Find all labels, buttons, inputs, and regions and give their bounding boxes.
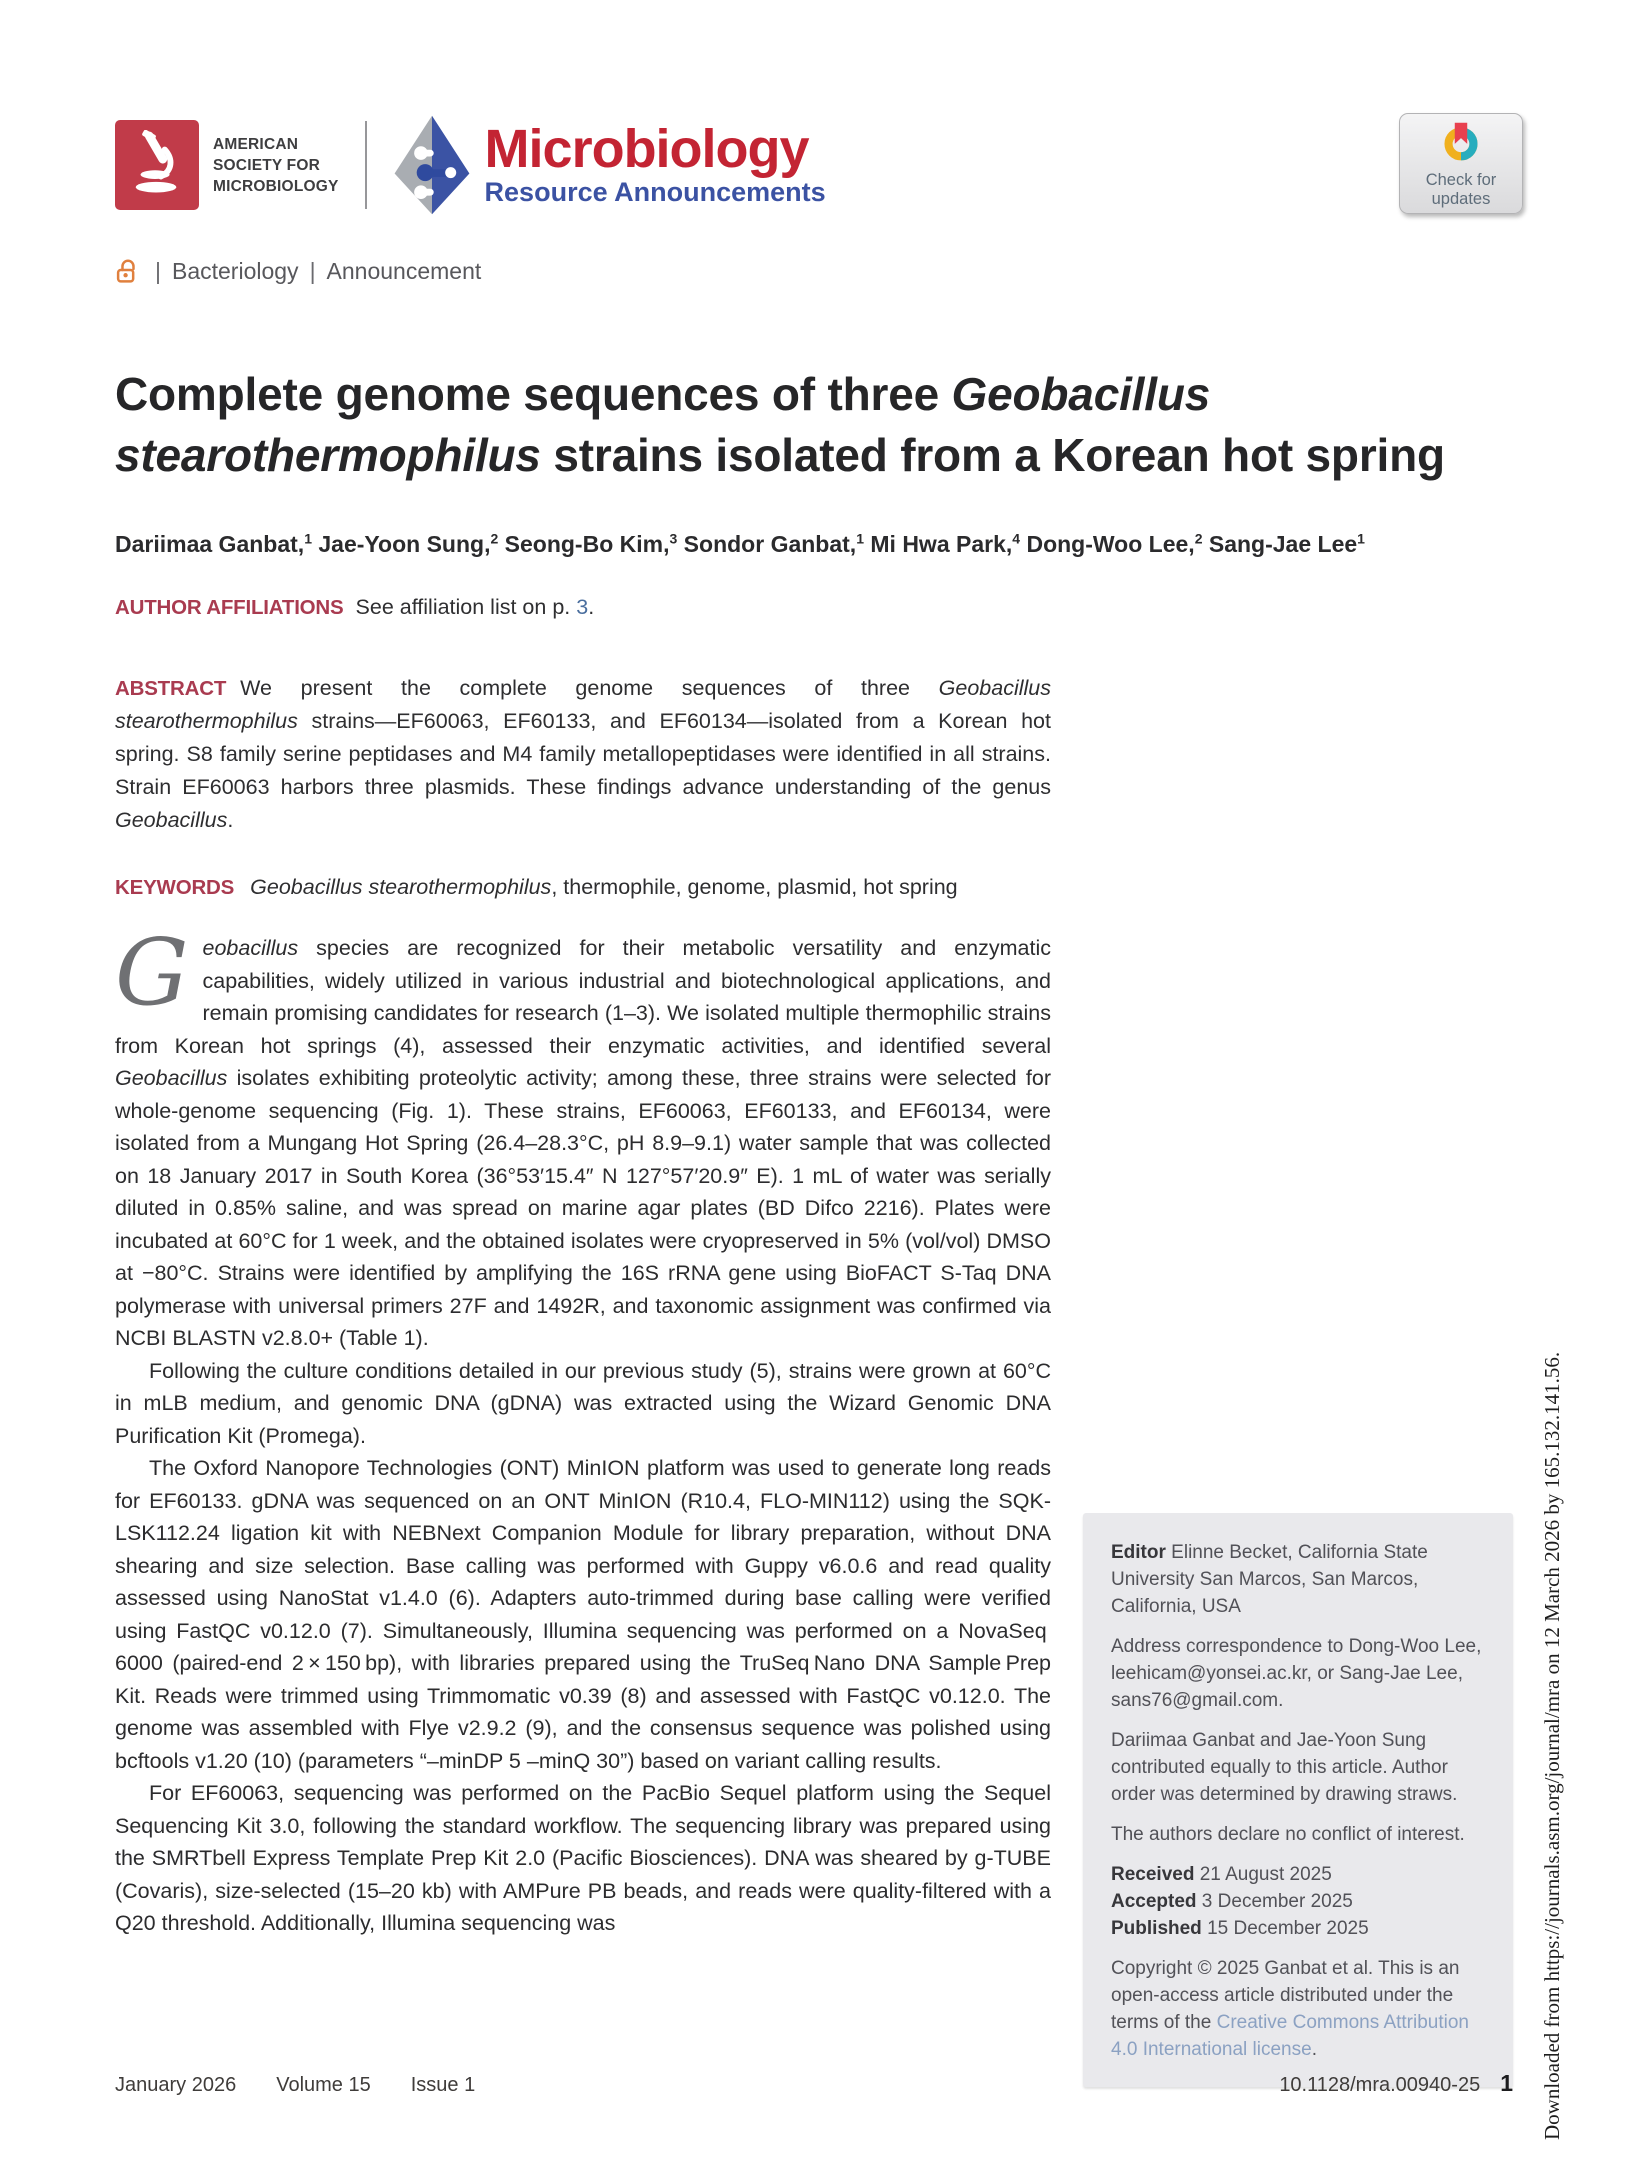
body-paragraph-3: The Oxford Nanopore Technologies (ONT) MinION platform was used to generate long reads for EF60133. gDNA was sequenced on an ONT MinION (R10.4, FLO-MIN112) using the SQK-LSK112.24 ligation kit with NEBNext Companion Module for library preparation, without DNA shearing and size selection. Base calling was performed with Guppy v6.0.6 and read quality assessed using NanoStat v1.4.0 (6). Adapters auto-trimmed during base calling were verified using FastQC v0.12.0 (7). Simultaneously, Illumina sequencing was performed on a NovaSeq 6000 (paired-end 2 × 150 bp), with libraries prepared using the TruSeq Nano DNA Sample Prep Kit. Reads were trimmed using Trimmomatic v0.39 (8) and assessed with FastQC v0.12.0. The genome was assembled with Flye v2.9.2 (9), and the consensus sequence was polished using bcftools v1.20 (10) (parameters “–minDP 5 –minQ 30”) based on variant calling results. xyxy=(115,1456,1051,1773)
journal-subtitle: Resource Announcements xyxy=(484,176,826,207)
keywords-label: KEYWORDS xyxy=(115,876,235,899)
doi-text: 10.1128/mra.00940-25 xyxy=(1279,2074,1481,2096)
section-label[interactable]: Bacteriology xyxy=(171,258,299,284)
keywords-line: KEYWORDS Geobacillus stearothermophilus, thermophile, genome, plasmid, hot spring xyxy=(115,875,958,899)
contribution-note: Dariimaa Ganbat and Jae-Yoon Sung contributed equally to this article. Author order was determined by drawing straws. xyxy=(1111,1730,1458,1805)
download-watermark: Downloaded from https://journals.asm.org/journal/mra on 12 March 2026 by 165.132.141.56. xyxy=(1540,1351,1564,2140)
meta-divider: | xyxy=(309,258,316,284)
article-title: Complete genome sequences of three Geobacillus stearothermophilus strains isolated from a Korean hot spring xyxy=(115,367,1445,481)
doi-block xyxy=(1279,2070,1513,2097)
header-divider xyxy=(365,121,367,209)
received-line: Received 21 August 2025 xyxy=(1111,1864,1332,1885)
copyright-note: Copyright © 2025 Ganbat et al. This is an open-access article distributed under the terms of the Creative Commons Attribution 4.0 International license. xyxy=(1111,1958,1469,2060)
microscope-icon xyxy=(128,130,186,201)
cc-license-link[interactable]: Creative Commons Attribution 4.0 International license xyxy=(1111,2012,1469,2060)
check-for-updates-button[interactable] xyxy=(1399,113,1523,214)
author-list: Dariimaa Ganbat,$^1$ Jae-Yoon Sung,$^2$ Seong-Bo Kim,$^3$ Sondor Ganbat,$^1$ Mi Hwa Park,$^4$ Dong-Woo Lee,$^2$ Sang-Jae Lee$^1$ xyxy=(115,530,1365,557)
journal-name-block xyxy=(484,118,826,208)
journal-title: Microbiology xyxy=(484,118,809,179)
body-paragraph-1: Geobacillus species are recognized for their metabolic versatility and enzymatic capabilities, widely utilized in various industrial and biotechnological applications, and remain promising candidates for research (1–3). We isolated multiple thermophilic strains from Korean hot springs (4), assessed their enzymatic activities, and identified several Geobacillus isolates exhibiting proteolytic activity; among these, three strains were selected for whole-genome sequencing (Fig. 1). These strains, EF60063, EF60133, and EF60134, were isolated from a Mungang Hot Spring (26.4–28.3°C, pH 8.9–9.1) water sample that was collected on 18 January 2017 in South Korea (36°53′15.4″ N 127°57′20.9″ E). 1 mL of water was serially diluted in 0.85% saline, and was spread on marine agar plates (BD Difco 2216). Plates were incubated at 60°C for 1 week, and the obtained isolates were cryopreserved in 5% (vol/vol) DMSO at −80°C. Strains were identified by amplifying the 16S rRNA gene using BioFACT S-Taq DNA polymerase with universal primers 27F and 1492R, and taxonomic assignment was confirmed via NCBI BLASTN v2.8.0+ (Table 1). xyxy=(115,919,1051,1350)
affiliation-page-link[interactable]: 3 xyxy=(576,595,589,619)
issue-date: January 2026 xyxy=(115,2074,237,2096)
article-type-label: Announcement xyxy=(326,258,482,284)
history-dates xyxy=(1111,1861,1485,1942)
check-updates-icon xyxy=(1438,118,1484,169)
affiliations-label: AUTHOR AFFILIATIONS xyxy=(115,596,344,619)
issue-number: Issue 1 xyxy=(410,2074,476,2096)
check-updates-label-line1: Check for xyxy=(1425,171,1497,189)
issue-volume: Volume 15 xyxy=(276,2074,371,2096)
main-text-column xyxy=(115,672,1051,1940)
issue-info xyxy=(115,2074,515,2097)
author-affiliations-line: AUTHOR AFFILIATIONS See affiliation list on p. 3. xyxy=(115,595,595,619)
abstract-paragraph: ABSTRACT We present the complete genome sequences of three Geobacillus stearothermophilus strains—EF60063, EF60133, and EF60134—isolated from a Korean hot spring. S8 family serine peptidases and M4 family metallopeptidases were identified in all strains. Strain EF60063 harbors three plasmids. These findings advance understanding of the genus Geobacillus. xyxy=(115,676,1051,832)
body-paragraph-4: For EF60063, sequencing was performed on the PacBio Sequel platform using the Sequel Sequencing Kit 3.0, following the standard workflow. The sequencing library was prepared using the SMRTbell Express Template Prep Kit 2.0 (Pacific Biosciences). DNA was sheared by g-TUBE (Covaris), size-selected (15–20 kb) with AMPure PB beads, and reads were quality-filtered with a Q20 threshold. Additionally, Illumina sequencing was xyxy=(115,1781,1051,1935)
check-updates-label-line2: updates xyxy=(1431,190,1491,208)
conflict-of-interest-note: The authors declare no conflict of interest. xyxy=(1111,1824,1465,1845)
accepted-line: Accepted 3 December 2025 xyxy=(1111,1891,1353,1912)
editor-label: Editor xyxy=(1111,1542,1166,1563)
published-line: Published 15 December 2025 xyxy=(1111,1918,1369,1939)
article-meta-line xyxy=(115,258,481,285)
journal-diamond-logo xyxy=(391,114,473,216)
asm-society-name: AMERICAN SOCIETY FOR MICROBIOLOGY xyxy=(213,135,339,195)
correspondence-note: Address correspondence to Dong-Woo Lee, leehicam@yonsei.ac.kr, or Sang-Jae Lee, sans76@gmail.com. xyxy=(1111,1636,1482,1711)
page-number: 1 xyxy=(1500,2070,1513,2096)
asm-logo xyxy=(115,120,199,210)
body-paragraph-2: Following the culture conditions detailed in our previous study (5), strains were grown at 60°C in mLB medium, and genomic DNA (gDNA) was extracted using the Wizard Genomic DNA Purification Kit (Promega). xyxy=(115,1358,1051,1448)
abstract-label: ABSTRACT xyxy=(115,677,227,700)
open-access-icon xyxy=(115,258,142,285)
journal-header xyxy=(115,110,826,220)
article-info-box xyxy=(1083,1513,1513,2087)
dropcap: G xyxy=(115,919,189,1026)
page-footer xyxy=(115,2070,1513,2097)
meta-divider: | xyxy=(155,258,161,284)
editor-note: Editor Elinne Becket, California State University San Marcos, San Marcos, California, USA xyxy=(1111,1542,1428,1617)
